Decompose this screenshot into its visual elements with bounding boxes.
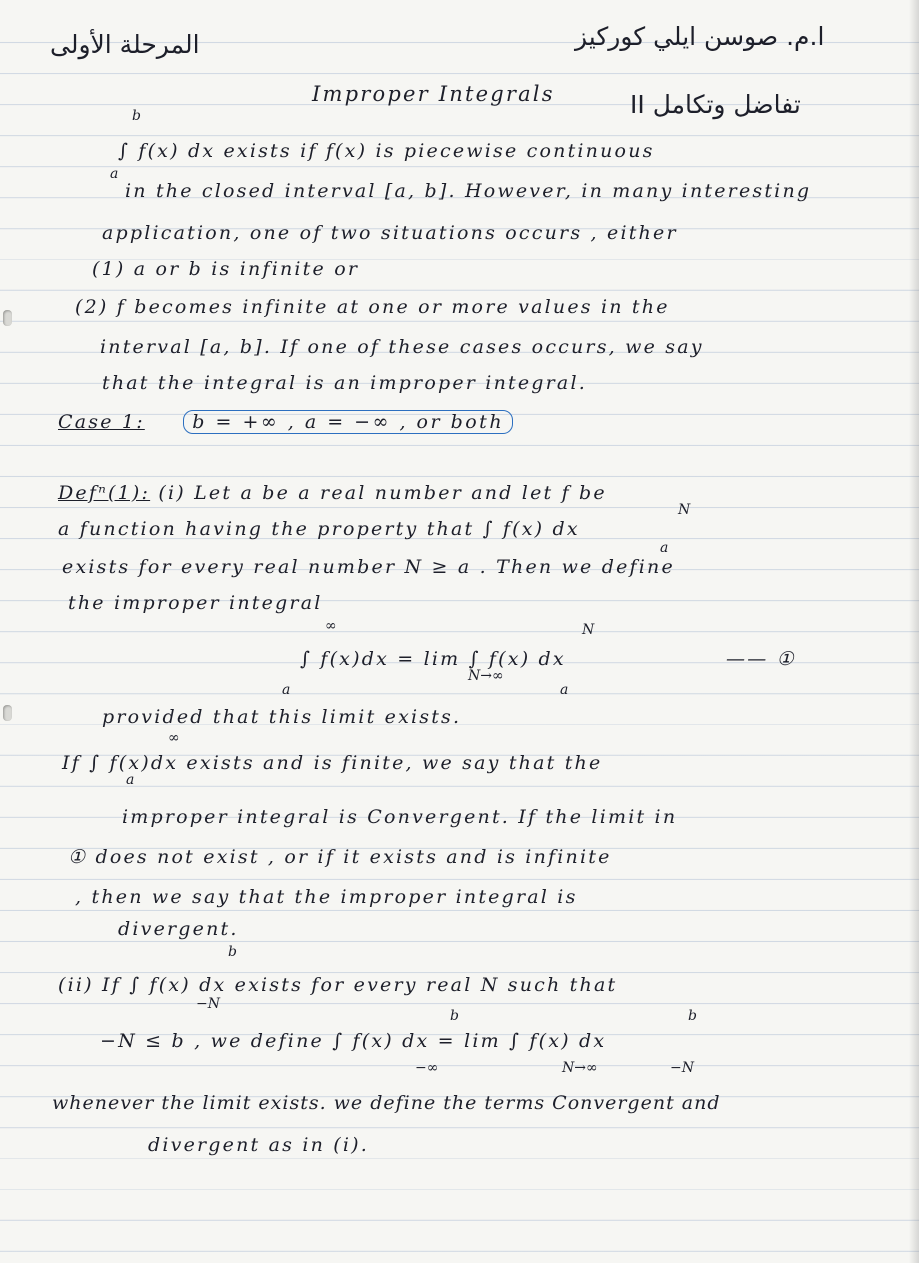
def1-line-8: ① does not exist , or if it exists and is infinite <box>68 846 612 868</box>
def1-integral-lower: a <box>660 540 669 556</box>
intro-line-7: that the integral is an improper integral. <box>102 372 587 394</box>
def1-line-1-text: (i) Let a be a real number and let f be <box>158 482 607 504</box>
intro-line-2: in the closed interval [a, b]. However, in many interesting <box>125 180 812 202</box>
def1-integral-upper: N <box>678 502 691 518</box>
def1-ii-eq-upper-2: b <box>688 1008 697 1024</box>
def1-line-7: improper integral is Convergent. If the limit in <box>122 806 678 828</box>
intro-integral-lower: a <box>110 166 119 182</box>
intro-integral-upper: b <box>132 108 141 124</box>
def1-label: Defⁿ(1): <box>58 482 151 504</box>
def1-line-10: divergent. <box>118 918 239 940</box>
arabic-instructor-name: ا.م. صوسن ايلي كوركيز <box>575 22 825 51</box>
def1-ii-lower: −N <box>196 996 220 1012</box>
eq1-upper-left: ∞ <box>325 618 337 634</box>
eq1-upper-right: N <box>582 622 595 638</box>
arabic-stage-label: المرحلة الأولى <box>50 30 200 59</box>
def1-line-4: the improper integral <box>68 592 323 614</box>
equation-1: ∫ f(x)dx = lim ∫ f(x) dx <box>300 648 566 670</box>
intro-line-5: (2) f becomes infinite at one or more values in the <box>75 296 670 318</box>
def1-ii-limit-subscript: N→∞ <box>562 1060 598 1076</box>
def1-line6-lower: a <box>126 772 135 788</box>
page-title: Improper Integrals <box>312 82 555 106</box>
def1-ii-eq-upper-1: b <box>450 1008 459 1024</box>
intro-line-4: (1) a or b is infinite or <box>92 258 360 280</box>
def1-line-5: provided that this limit exists. <box>102 706 462 728</box>
def1-ii-line-2: −N ≤ b , we define ∫ f(x) dx = lim ∫ f(x) dx <box>100 1030 607 1052</box>
def1-ii-eq-lower-2: −N <box>670 1060 694 1076</box>
eq1-limit-subscript: N→∞ <box>468 668 504 684</box>
equation-1-tag: —— ① <box>726 648 796 670</box>
case1-label: Case 1: <box>58 411 145 433</box>
def1-ii-line-4: divergent as in (i). <box>148 1134 370 1156</box>
intro-line-6: interval [a, b]. If one of these cases occurs, we say <box>100 336 704 358</box>
page-edge-shadow <box>909 0 919 1263</box>
def1-ii-eq-lower-1: −∞ <box>415 1060 439 1076</box>
intro-line-3: application, one of two situations occurs , either <box>102 222 678 244</box>
case1-row <box>58 410 513 434</box>
def1-line-6: If ∫ f(x)dx exists and is finite, we say that the <box>62 752 603 774</box>
eq1-lower-left: a <box>282 682 291 698</box>
def1-ii-upper: b <box>228 944 237 960</box>
eq1-lower-right: a <box>560 682 569 698</box>
intro-line-1: ∫ f(x) dx exists if f(x) is piecewise continuous <box>118 140 655 162</box>
arabic-subject: تفاضل وتكامل II <box>630 90 801 119</box>
binder-hole <box>3 310 12 326</box>
binder-hole <box>3 705 12 721</box>
def1-line-2: a function having the property that ∫ f(x) dx <box>58 518 580 540</box>
case1-boxed-condition: b = +∞ , a = −∞ , or both <box>183 410 513 434</box>
def1-line-9: , then we say that the improper integral is <box>75 886 578 908</box>
def1-line6-upper: ∞ <box>168 730 180 746</box>
def1-line-3: exists for every real number N ≥ a . Then we define <box>62 556 675 578</box>
def1-ii-line-3: whenever the limit exists. we define the terms Convergent and <box>52 1092 721 1114</box>
def1-line-1 <box>58 482 607 504</box>
def1-ii-line-1: (ii) If ∫ f(x) dx exists for every real N such that <box>58 974 618 996</box>
